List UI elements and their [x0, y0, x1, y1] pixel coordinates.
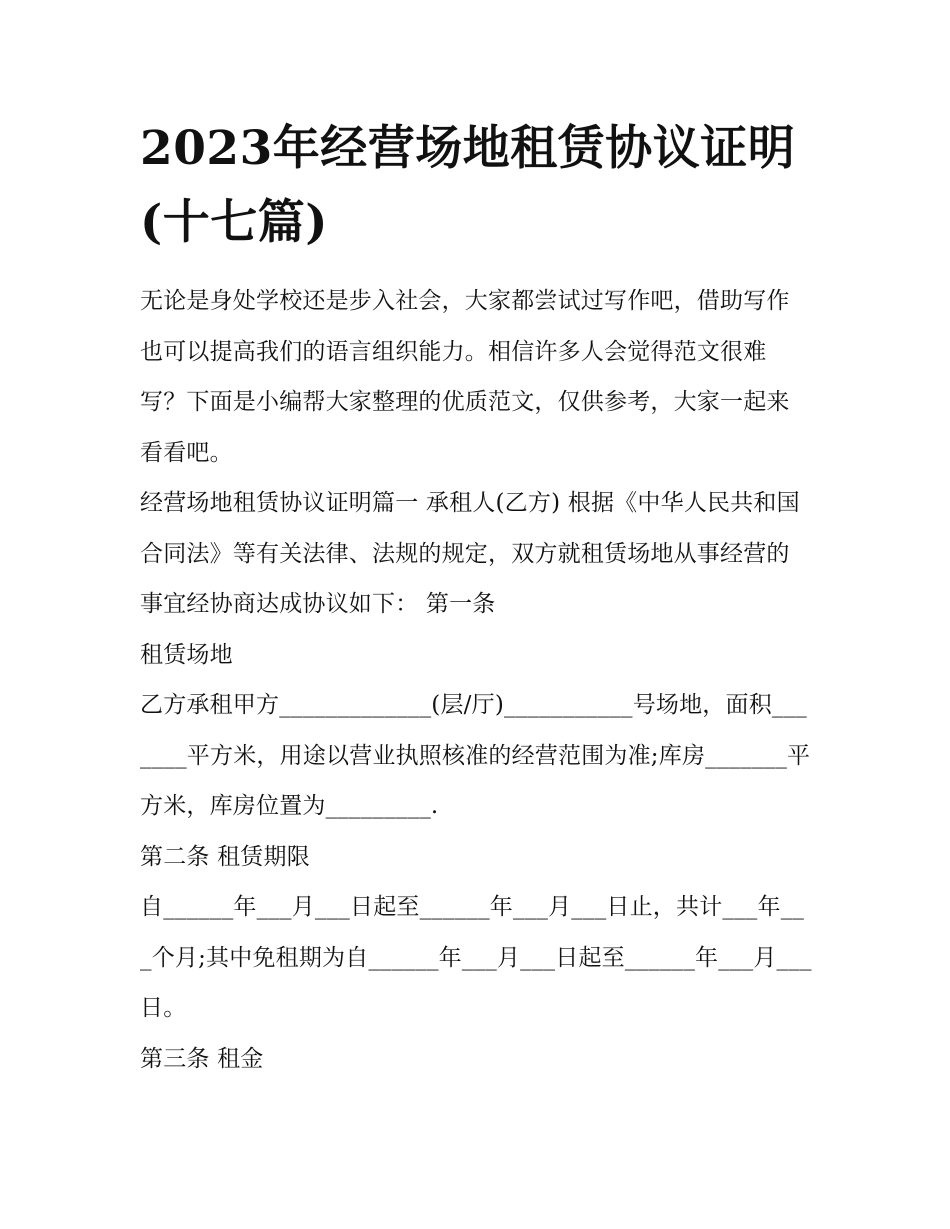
section-heading-rent: 第三条 租金 — [140, 1045, 264, 1072]
premises-clause: 乙方承租甲方_____________(层/厅)___________号场地，面积_______平方米，用途以营业执照核准的经营范围为准;库房_______平方米，库房位置为_________. — [140, 692, 811, 819]
agreement-preamble: 经营场地租赁协议证明篇一 承租人(乙方) 根据《中华人民共和国合同法》等有关法律、法规的规定，双方就租赁场地从事经营的事宜经协商达成协议如下： 第一条 — [140, 490, 800, 617]
document-page — [140, 112, 812, 1084]
section-heading-term: 第二条 租赁期限 — [140, 843, 310, 870]
term-clause: 自______年___月___日起至______年___月___日止，共计___年___个月;其中免租期为自______年___月___日起至______年___月___日。 — [140, 894, 812, 1021]
document-body — [140, 276, 812, 1084]
intro-paragraph: 无论是身处学校还是步入社会，大家都尝试过写作吧，借助写作也可以提高我们的语言组织能力。相信许多人会觉得范文很难写？下面是小编帮大家整理的优质范文，仅供参考，大家一起来看看吧。 — [140, 288, 790, 466]
document-title: 2023年经营场地租赁协议证明(十七篇) — [140, 121, 796, 250]
section-heading-premises: 租赁场地 — [140, 641, 233, 668]
